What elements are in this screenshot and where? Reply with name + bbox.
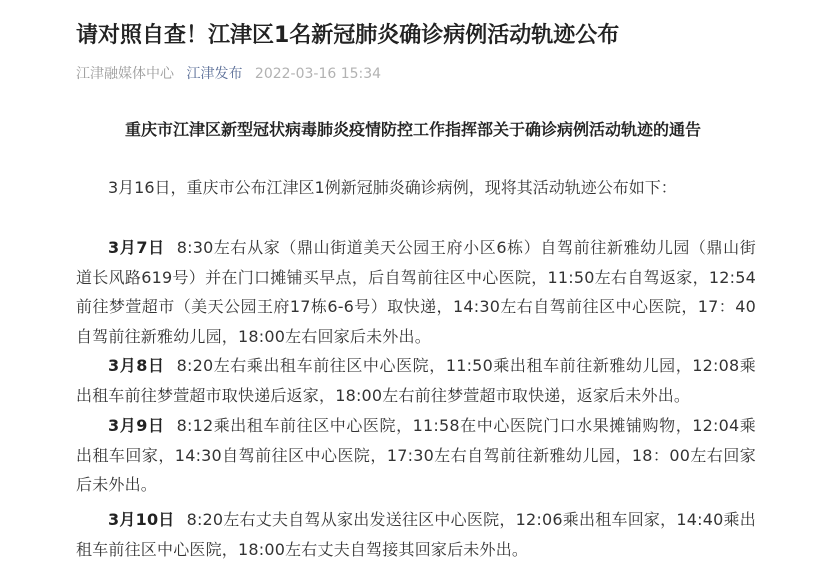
- itinerary-entry: [76, 233, 756, 351]
- article-title: 请对照自查！江津区1名新冠肺炎确诊病例活动轨迹公布: [76, 23, 620, 48]
- itinerary-date: 3月10日: [108, 510, 175, 529]
- itinerary-text: 8:20左右丈夫自驾从家出发送往区中心医院，12:06乘出租车回家，14:40乘出租车前往区中心医院，18:00左右丈夫自驾接其回家后未外出。: [76, 510, 756, 559]
- itinerary-text: 8:12乘出租车前往区中心医院，11:58在中心医院门口水果摊铺购物，12:04乘出租车回家，14:30自驾前往区中心医院，17:30左右自驾前往新雅幼儿园，18：00左右回家后未外出。: [76, 416, 756, 494]
- itinerary-date: 3月8日: [108, 356, 165, 375]
- notice-heading: 重庆市江津区新型冠状病毒肺炎疫情防控工作指挥部关于确诊病例活动轨迹的通告: [124, 120, 701, 139]
- itinerary-entry: [76, 351, 756, 410]
- itinerary-entry: [76, 505, 756, 564]
- itinerary-date: 3月7日: [108, 238, 165, 257]
- itinerary-text: 8:30左右从家（鼎山街道美天公园王府小区6栋）自驾前往新雅幼儿园（鼎山街道长风路619号）并在门口摊铺买早点，后自驾前往区中心医院，11:50左右自驾返家，12:54前往梦萱超市（美天公园王府17栋6-6号）取快递，14:30左右自驾前往区中心医院，17：40自驾前往新雅幼儿园，18:00左右回家后未外出。: [76, 238, 756, 346]
- itinerary-text: 8:20左右乘出租车前往区中心医院，11:50乘出租车前往新雅幼儿园，12:08乘出租车前往梦萱超市取快递后返家，18:00左右前往梦萱超市取快递，返家后未外出。: [76, 356, 756, 405]
- meta-source: 江津融媒体中心: [76, 66, 174, 82]
- meta-publish-time: 2022-03-16 15:34: [254, 66, 382, 82]
- intro-paragraph: 3月16日，重庆市公布江津区1例新冠肺炎确诊病例，现将其活动轨迹公布如下：: [108, 178, 677, 197]
- itinerary-entry: [76, 411, 756, 500]
- article-meta: [76, 64, 381, 84]
- itinerary-date: 3月9日: [108, 416, 165, 435]
- meta-account-link[interactable]: 江津发布: [186, 66, 243, 82]
